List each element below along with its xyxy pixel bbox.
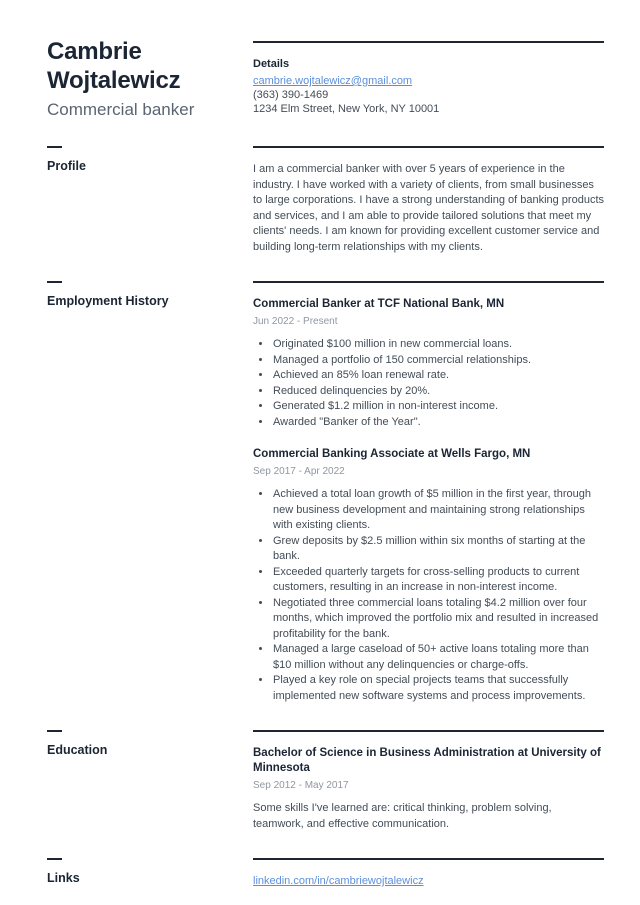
job-bullet: • Reduced delinquencies by 20%. bbox=[272, 384, 604, 400]
candidate-name: Cambrie Wojtalewicz bbox=[47, 38, 181, 94]
job-bullet: • Originated $100 million in new commercial loans. bbox=[272, 337, 604, 353]
job-bullet: • Negotiated three commercial loans totaling $4.2 million over four months, which improved the portfolio mix and resulted in increased profitability for the bank. bbox=[272, 596, 604, 643]
job-entry bbox=[253, 297, 604, 430]
job-entry bbox=[253, 447, 604, 704]
employment-heading bbox=[47, 281, 253, 309]
education-heading bbox=[47, 730, 253, 758]
profile-section bbox=[47, 146, 604, 255]
details-block bbox=[253, 41, 604, 116]
job-bullet-list bbox=[253, 487, 604, 704]
section-title-education: Education bbox=[47, 743, 108, 757]
section-title-profile: Profile bbox=[47, 159, 86, 173]
education-section bbox=[47, 730, 604, 832]
details-title: Details bbox=[253, 58, 290, 70]
address: 1234 Elm Street, New York, NY 10001 bbox=[253, 103, 440, 115]
section-dash bbox=[47, 281, 62, 283]
job-bullet: • Awarded "Banker of the Year". bbox=[272, 415, 604, 431]
job-bullet: • Managed a large caseload of 50+ active loans totaling more than $10 million without any delinquencies or charge-offs. bbox=[272, 642, 604, 673]
job-bullet: • Achieved an 85% loan renewal rate. bbox=[272, 368, 604, 384]
phone-number: (363) 390-1469 bbox=[253, 89, 329, 101]
job-bullet: • Generated $1.2 million in non-interest income. bbox=[272, 399, 604, 415]
links-heading bbox=[47, 858, 253, 886]
education-text: Some skills I've learned are: critical thinking, problem solving, teamwork, and effective communication. bbox=[253, 802, 552, 830]
job-bullet: • Achieved a total loan growth of $5 million in the first year, through new business development and maintaining strong relationships with existing clients. bbox=[272, 487, 604, 534]
section-dash bbox=[47, 858, 62, 860]
header-row bbox=[47, 38, 604, 120]
job-bullet-list bbox=[253, 337, 604, 430]
job-period: Sep 2017 - Apr 2022 bbox=[253, 466, 345, 477]
job-period: Jun 2022 - Present bbox=[253, 316, 338, 327]
section-title-employment: Employment History bbox=[47, 294, 169, 308]
profile-heading bbox=[47, 146, 253, 174]
job-bullet: • Grew deposits by $2.5 million within six months of starting at the bank. bbox=[272, 534, 604, 565]
employment-body bbox=[253, 281, 604, 704]
link-row bbox=[253, 874, 604, 888]
education-period: Sep 2012 - May 2017 bbox=[253, 780, 349, 791]
profile-text: I am a commercial banker with over 5 years of experience in the industry. I have worked with a variety of clients, from small businesses to large corporations. I have a strong understanding of banking products and services, and I am able to provide tailored solutions that meet my clients' needs. I am known for providing excellent customer service and building long-term relationships with my clients. bbox=[253, 163, 605, 253]
links-section bbox=[47, 858, 604, 888]
section-dash bbox=[47, 146, 62, 148]
candidate-job-title: Commercial banker bbox=[47, 100, 195, 119]
job-title: Commercial Banking Associate at Wells Fargo, MN bbox=[253, 448, 531, 460]
employment-section bbox=[47, 281, 604, 704]
profile-body bbox=[253, 146, 604, 255]
job-bullet: • Exceeded quarterly targets for cross-selling products to current customers, resulting in an increase in non-interest income. bbox=[272, 565, 604, 596]
degree-title: Bachelor of Science in Business Administration at University of Minnesota bbox=[253, 747, 601, 774]
header-identity bbox=[47, 38, 253, 120]
linkedin-link[interactable]: linkedin.com/in/cambriewojtalewicz bbox=[253, 875, 424, 887]
details-section bbox=[253, 41, 604, 116]
email-row bbox=[253, 74, 604, 88]
section-dash bbox=[47, 730, 62, 732]
job-title: Commercial Banker at TCF National Bank, MN bbox=[253, 298, 505, 310]
job-bullet: • Managed a portfolio of 150 commercial relationships. bbox=[272, 353, 604, 369]
job-bullet: • Played a key role on special projects teams that successfully implemented new software systems and process improvements. bbox=[272, 673, 604, 704]
section-title-links: Links bbox=[47, 871, 80, 885]
education-body bbox=[253, 730, 604, 832]
links-body bbox=[253, 858, 604, 888]
email-link[interactable]: cambrie.wojtalewicz@gmail.com bbox=[253, 75, 413, 87]
